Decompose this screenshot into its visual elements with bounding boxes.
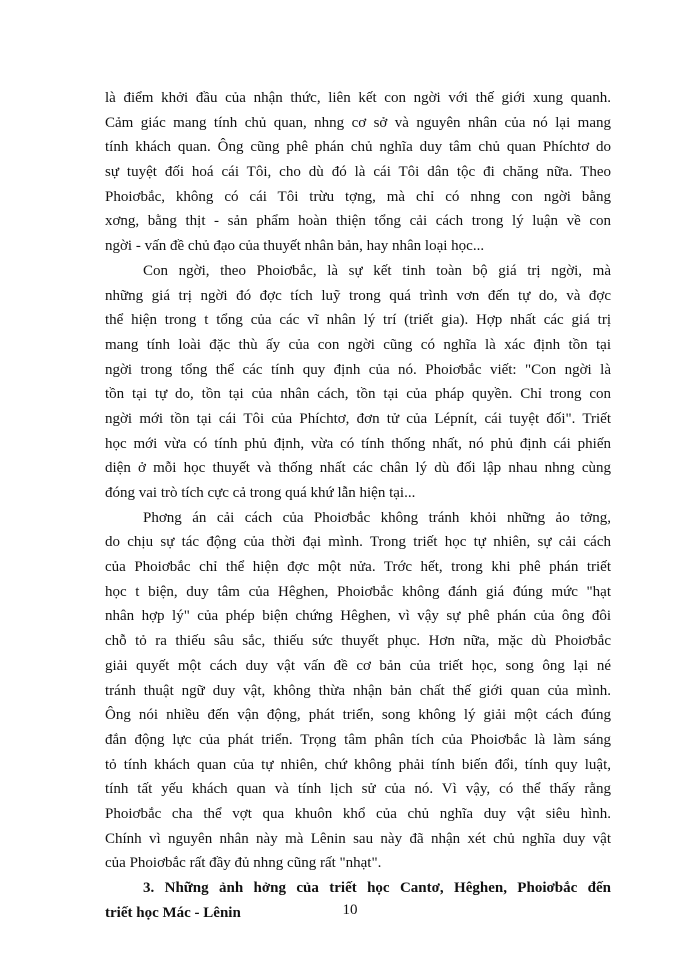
paragraph-line: mang tính loài đặc thù ấy của con ngời cũng có nghĩa là xác định tồn tại xyxy=(105,336,611,353)
heading-line: triết học Mác - Lênin xyxy=(105,904,241,921)
paragraph-line: học mới vừa có tính phủ định, vừa có tính thống nhất, nó phủ định cái phiến xyxy=(105,435,611,452)
paragraph-line: tính khách quan. Ông cũng phê phán chủ nghĩa duy tâm chủ quan Phíchtơ do xyxy=(105,139,611,156)
paragraph-line: là điểm khởi đầu của nhận thức, liên kết con ngời với thế giới xung quanh. xyxy=(105,90,611,106)
paragraph-line: đóng vai trò tích cực cả trong quá khứ lẫn hiện tại... xyxy=(105,485,416,501)
paragraph-line: do chịu sự tác động của thời đại mình. Trong triết học tự nhiên, sự cải cách xyxy=(105,534,611,551)
paragraph-line: Phoiơbắc cha thể vợt qua khuôn khổ của chủ nghĩa duy vật siêu hình. xyxy=(105,805,611,822)
paragraph-line: học t biện, duy tâm của Hêghen, Phoiơbắc không đánh giá đúng mức "hạt xyxy=(105,583,611,600)
paragraph-line: những giá trị ngời đó đợc tích luỹ trong quá trình vơn đến tự do, và đợc xyxy=(105,287,611,304)
paragraph-line: giải quyết một cách duy vật vấn đề cơ bản của triết học, song ông lại né xyxy=(105,657,611,674)
paragraph-line: tính tất yếu khách quan và tính lịch sử của nó. Vì vậy, có thể thấy rằng xyxy=(105,781,611,798)
paragraph-line: đắn động lực của phát triển. Trọng tâm phân tích của Phoiơbắc là làm sáng xyxy=(105,731,611,748)
paragraph-line: của Phoiơbắc rất đầy đủ nhng cũng rất "nhạt". xyxy=(105,855,382,872)
document-page xyxy=(105,86,611,925)
paragraph-line: xơng, bằng thịt - sản phẩm hoàn thiện tổng cải cách trong lý luận về con xyxy=(105,213,611,230)
paragraph-line: diện ở mỗi học thuyết và thống nhất các chân lý dù đối lập nhau nhng cùng xyxy=(105,460,611,477)
paragraph-line: ngời mới tồn tại cái Tôi của Phíchtơ, đơn tử của Lépnít, cái tuyệt đối". Triết xyxy=(105,410,611,427)
paragraph-line: ngời trong tổng thể các tính quy định của nó. Phoiơbắc viết: "Con ngời là xyxy=(105,361,611,378)
paragraph-line: Ông nói nhiều đến vận động, phát triển, song không lý giải một cách đúng xyxy=(105,707,611,724)
paragraph-line: Cảm giác mang tính chủ quan, nhng cơ sở và nguyên nhân của nó lại mang xyxy=(105,114,611,131)
paragraph-line: Phoiơbắc, không có cái Tôi trừu tợng, mà chỉ có nhng con ngời bằng xyxy=(105,188,611,205)
paragraph-line: sự tuyệt đối hoá cái Tôi, cho dù đó là cái Tôi dân tộc đi chăng nữa. Theo xyxy=(105,164,611,181)
paragraph-1 xyxy=(105,86,611,259)
paragraph-line: Chính vì nguyên nhân này mà Lênin sau này đã nhận xét chủ nghĩa duy vật xyxy=(105,830,611,847)
paragraph-line: tránh thuật ngữ duy vật, không thừa nhận bản chất thế giới quan của mình. xyxy=(105,682,611,699)
paragraph-line: của Phoiơbắc chỉ thể hiện đợc một nửa. Trớc hết, trong khi phê phán triết xyxy=(105,559,611,576)
paragraph-3 xyxy=(105,506,611,876)
paragraph-2 xyxy=(105,259,611,506)
page-number: 10 xyxy=(342,902,358,918)
paragraph-line: thể hiện trong t tổng của các vĩ nhân lý trí (triết gia). Hợp nhất các giá trị xyxy=(105,312,611,329)
paragraph-line: tỏ tính khách quan của tự nhiên, chứ không phải tính biến đổi, tính quy luật, xyxy=(105,756,611,773)
paragraph-line: ngời - vấn đề chủ đạo của thuyết nhân bản, hay nhân loại học... xyxy=(105,238,485,255)
paragraph-line: Phơng án cải cách của Phoiơbắc không tránh khỏi những ảo tởng, xyxy=(143,509,611,526)
heading-line: 3. Những ảnh hởng của triết học Cantơ, Hêghen, Phoiơbắc đến xyxy=(143,880,611,896)
paragraph-line: Con ngời, theo Phoiơbắc, là sự kết tinh toàn bộ giá trị ngời, mà xyxy=(143,262,611,279)
paragraph-line: tồn tại tự do, tồn tại của nhân cách, tồn tại của pháp quyền. Chỉ trong con xyxy=(105,386,611,403)
paragraph-line: chỗ tỏ ra thiếu sâu sắc, thiếu sức thuyết phục. Hơn nữa, mặc dù Phoiơbắc xyxy=(105,633,611,650)
paragraph-line: nhân hợp lý" của phép biện chứng Hêghen, vì vậy sự phê phán của ông đôi xyxy=(105,608,611,625)
